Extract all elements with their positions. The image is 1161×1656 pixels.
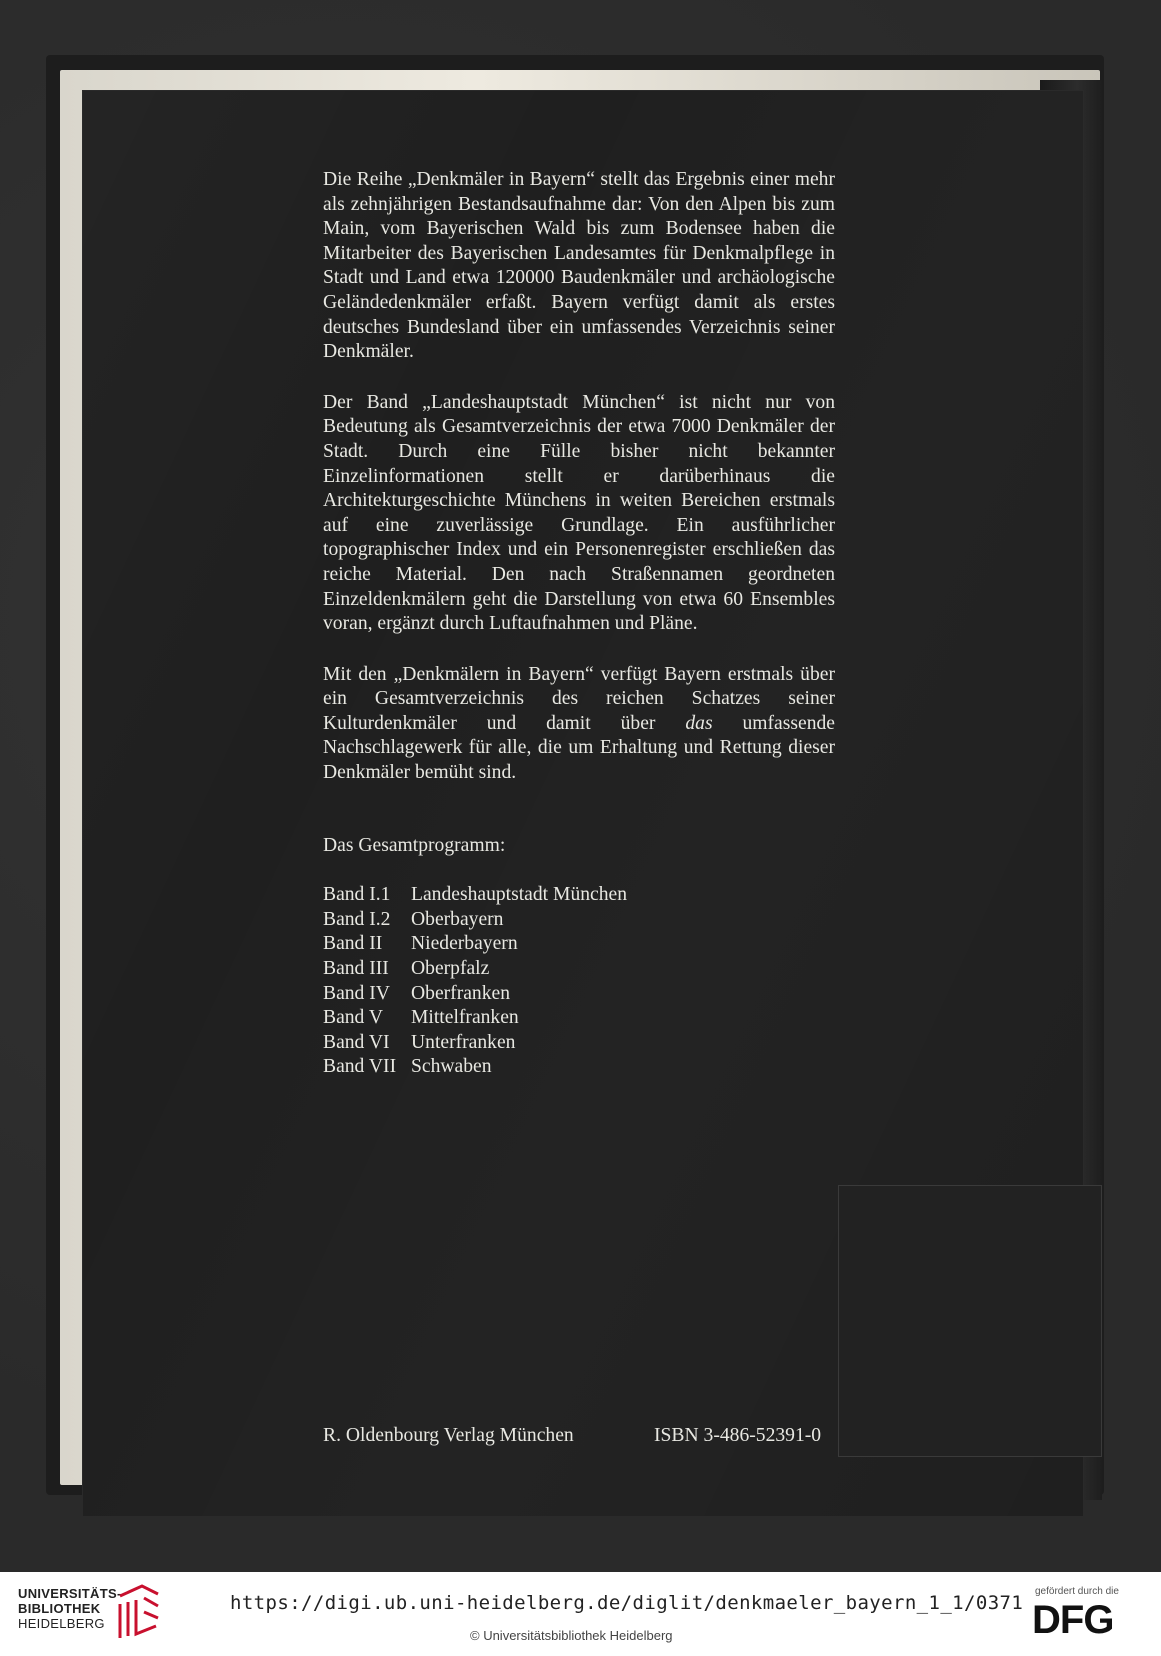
volume-row: [323, 1055, 835, 1080]
university-library-logo-mark-icon: [116, 1582, 162, 1642]
university-library-logo[interactable]: [18, 1586, 122, 1631]
copyright-notice: © Universitätsbibliothek Heidelberg: [470, 1628, 673, 1643]
logo-line-3: HEIDELBERG: [18, 1616, 105, 1631]
volume-number: Band V: [323, 1007, 384, 1029]
viewer-footer: [0, 1572, 1161, 1656]
funding-caption: gefördert durch die: [1035, 1586, 1119, 1597]
volume-name: Schwaben: [411, 1056, 492, 1078]
logo-line-1: UNIVERSITÄTS-: [18, 1586, 122, 1601]
volume-number: Band IV: [323, 982, 390, 1004]
blurb-emphasis: das: [685, 712, 713, 734]
volume-number: Band III: [323, 958, 389, 980]
volume-row: [323, 1031, 835, 1056]
volume-name: Landeshauptstadt München: [411, 884, 628, 906]
isbn-number: ISBN 3-486-52391-0: [654, 1425, 822, 1446]
library-label-patch: [838, 1185, 1102, 1457]
blurb-paragraph-3-end: umfassende Nachschlagewerk für alle, die um Erhaltung und Rettung dieser Denkmäler bemüht sind.: [323, 712, 835, 784]
program-heading: Das Gesamtprogramm:: [323, 834, 506, 856]
publisher-imprint: R. Oldenbourg Verlag München: [323, 1425, 574, 1446]
blurb-paragraph-3-start: Mit den „Denkmälern in Bayern“ verfügt Bayern erstmals über ein Gesamtverzeichnis des reichen Schatzes seiner Kulturdenkmäler und damit über: [323, 663, 835, 734]
volume-number: Band I.2: [323, 908, 391, 930]
cover-blurb: [323, 168, 835, 1080]
blurb-paragraph-1: Die Reihe „Denkmäler in Bayern“ stellt das Ergebnis einer mehr als zehnjährigen Bestandsaufnahme dar: Von den Alpen bis zum Main, vom Bayerischen Wald bis zum Bodensee haben die Mitarbeiter des Bayerischen Landesamtes für Denkmalpflege in Stadt und Land etwa 120000 Baudenkmäler und archäologische Geländedenkmäler erfaßt. Bayern verfügt damit als erstes deutsches Bundesland über ein umfassendes Verzeichnis seiner Denkmäler.: [323, 169, 835, 363]
volume-name: Unterfranken: [411, 1031, 516, 1053]
volume-row: [323, 982, 835, 1007]
volume-row: [323, 1006, 835, 1031]
volume-number: Band VI: [323, 1031, 390, 1053]
volume-name: Oberfranken: [411, 982, 511, 1004]
volume-row: [323, 908, 835, 933]
blurb-paragraph-2: Der Band „Landeshauptstadt München“ ist nicht nur von Bedeutung als Gesamtverzeichnis der etwa 7000 Denkmäler der Stadt. Durch eine Fülle bisher nicht bekannter Einzelinformationen stellt er darüberhinaus die Architekturgeschichte Münchens in weiten Bereichen erstmals auf eine zuverlässige Grundlage. Ein ausführlicher topographischer Index und ein Personenregister erschließen das reiche Material. Den nach Straßennamen geordneten Einzeldenkmälern geht die Darstellung von etwa 60 Ensembles voran, ergänzt durch Luftaufnahmen und Pläne.: [323, 391, 835, 635]
volume-row: [323, 883, 835, 908]
volume-name: Oberbayern: [411, 908, 504, 930]
volume-list: [323, 883, 835, 1080]
permalink-url[interactable]: https://digi.ub.uni-heidelberg.de/diglit/denkmaeler_bayern_1_1/0371: [230, 1592, 1024, 1614]
volume-row: [323, 957, 835, 982]
volume-number: Band I.1: [323, 884, 391, 906]
volume-name: Niederbayern: [411, 933, 518, 955]
blurb-paragraph-3: [323, 663, 835, 786]
dfg-logo[interactable]: DFG: [1032, 1598, 1114, 1642]
volume-number: Band II: [323, 933, 383, 955]
volume-row: [323, 932, 835, 957]
volume-name: Oberpfalz: [411, 958, 490, 980]
volume-name: Mittelfranken: [411, 1007, 519, 1029]
volume-number: Band VII: [323, 1056, 397, 1078]
logo-line-2: BIBLIOTHEK: [18, 1601, 101, 1616]
